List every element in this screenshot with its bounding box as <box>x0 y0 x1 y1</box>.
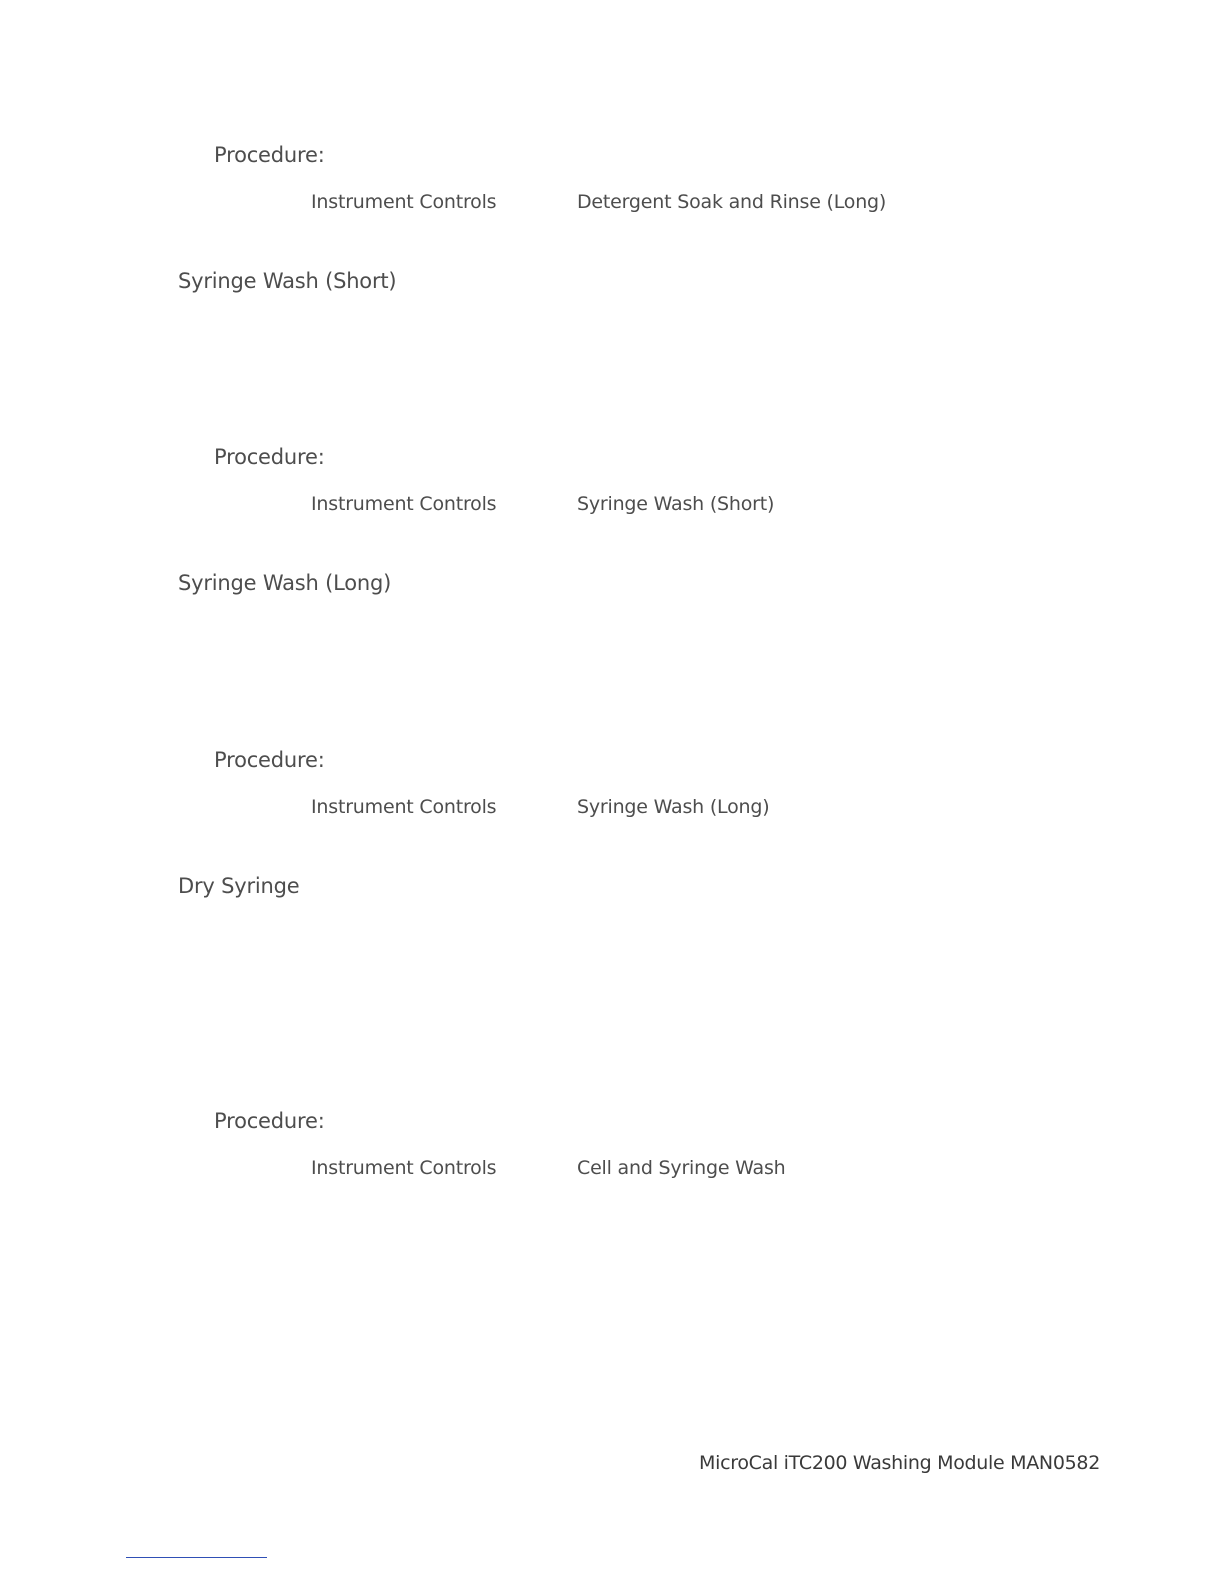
section-heading: Syringe Wash (Long) <box>178 571 392 595</box>
procedure-label: Procedure: <box>214 748 325 772</box>
step-command-text: Syringe Wash (Long) <box>577 796 770 818</box>
footnote-rule <box>126 1557 267 1558</box>
procedure-label: Procedure: <box>214 445 325 469</box>
section-heading: Syringe Wash (Short) <box>178 269 397 293</box>
footer-document-title: MicroCal iTC200 Washing Module MAN0582 <box>699 1452 1100 1474</box>
step-command-text: Cell and Syringe Wash <box>577 1157 786 1179</box>
step-menu-text: Instrument Controls <box>311 493 497 515</box>
step-menu-text: Instrument Controls <box>311 1157 497 1179</box>
step-command-text: Syringe Wash (Short) <box>577 493 775 515</box>
procedure-label: Procedure: <box>214 143 325 167</box>
step-menu-text: Instrument Controls <box>311 796 497 818</box>
procedure-label: Procedure: <box>214 1109 325 1133</box>
step-menu-text: Instrument Controls <box>311 191 497 213</box>
section-heading: Dry Syringe <box>178 874 300 898</box>
step-command-text: Detergent Soak and Rinse (Long) <box>577 191 887 213</box>
